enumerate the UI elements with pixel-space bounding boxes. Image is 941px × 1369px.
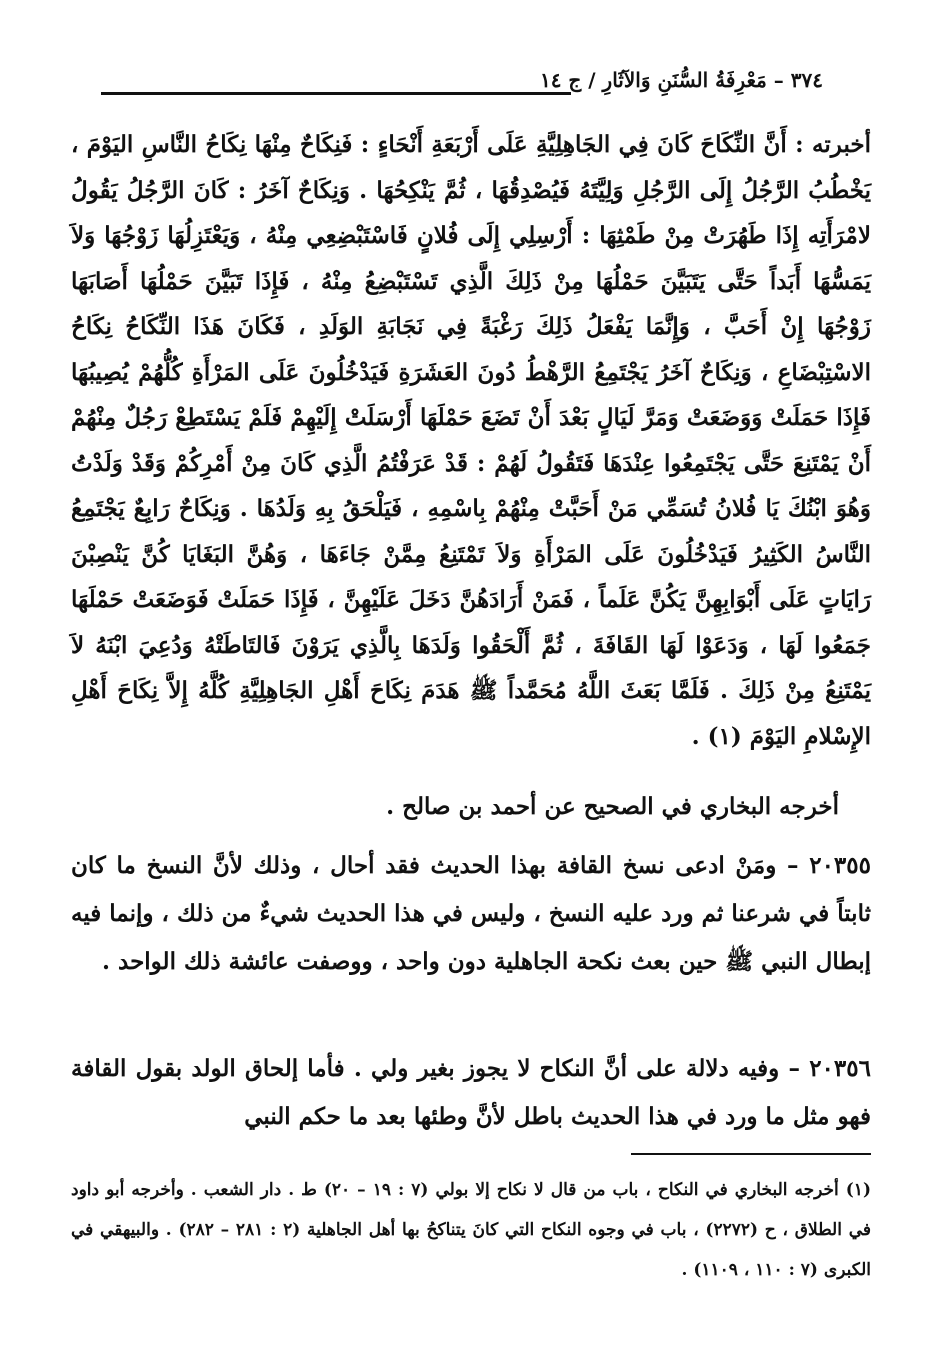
running-header: ٣٧٤ – مَعْرِفَةُ السُّنَنِ وَالآثَارِ / ج ١٤ xyxy=(539,68,823,92)
hadith-text: أخبرته : أَنَّ النِّكَاحَ كَانَ فِي الجَاهِلِيَّةِ عَلَى أَرْبَعَةِ أَنْحَاءٍ : فَنِكَاحٌ مِنْهَا نِكَاحُ النَّاسِ اليَوْمَ ، يَخْطُبُ الرَّجُلُ إِلَى الرَّجُلِ وَلِيَّتَهُ فَيُصْدِقُهَا ، ثُمَّ يَنْكِحُهَا . وَنِكَاحٌ آخَرُ : كَانَ الرَّجُلُ يَقُولُ لامْرَأَتِه إِذَا طَهُرَتْ مِنْ طَمْثِهَا : أَرْسِلِي إِلَى فُلانٍ فَاسْتَبْضِعِي مِنْهُ ، وَيَعْتَزِلُهَا زَوْجُهَا وَلاَ يَمَسُّهَا أَبَداً حَتَّى يَتَبَيَّنَ حَمْلُهَا مِنْ ذَلِكَ الَّذِي تَسْتَبْضِعُ مِنْهُ ، فَإِذَا تَبَيَّنَ حَمْلُهَا أَصَابَهَا زَوْجُهَا إِنْ أَحَبَّ ، وَإِنَّمَا يَفْعَلُ ذَلِكَ رَغْبَةً فِي نَجَابَةِ الوَلَدِ ، فَكَانَ هَذَا النِّكَاحُ نِكَاحُ الاسْتِبْضَاعِ ، وَنِكَاحٌ آخَرُ يَجْتَمِعُ الرَّهْطُ دُونَ العَشَرَةِ فَيَدْخُلُونَ عَلَى المَرْأَةِ كُلُّهُمْ يُصِيبُهَا فَإِذَا حَمَلَتْ وَوَضَعَتْ وَمَرَّ لَيَالٍ بَعْدَ أَنْ تَضَعَ حَمْلَهَا أَرْسَلَتْ إِلَيْهِمْ فَلَمْ يَسْتَطِعْ رَجُلٌ مِنْهُمْ أَنْ يَمْتَنِعَ حَتَّى يَجْتَمِعُوا عِنْدَهَا فَتَقُولُ لَهُمْ : قَدْ عَرَفْتُمُ الَّذِي كَانَ مِنْ أَمْرِكُمْ وَقَدْ وَلَدْتُ وَهُوَ ابْنُكَ يَا فُلانُ تُسَمِّي مَنْ أَحَبَّتْ مِنْهُمْ بِاسْمِهِ ، فَيَلْحَقُ بِهِ وَلَدُهَا . وَنِكَاحٌ رَابِعٌ يَجْتَمِعُ النَّاسُ الكَثِيرُ فَيَدْخُلُونَ عَلَى المَرْأَةِ وَلاَ تَمْتَنِعُ مِمَّنْ جَاءَهَا ، وَهُنَّ البَغَايَا كُنَّ يَنْصِبْنَ رَايَاتٍ عَلَى أَبْوَابِهِنَّ يَكُنَّ عَلَماً ، فَمَنْ أَرَادَهُنَّ دَخَلَ عَلَيْهِنَّ ، فَإِذَا حَمَلَتْ فَوَضَعَتْ حَمْلَهَا جَمَعُوا لَهَا ، وَدَعَوْا لَهَا القَافَةَ ، ثُمَّ أَلْحَقُوا وَلَدَهَا بِالَّذِي يَرَوْنَ فَالتَاطَتْهُ وَدُعِيَ ابْنَهُ لاَ يَمْتَنِعُ مِنْ ذَلِكَ . فَلَمَّا بَعَثَ اللَّهُ مُحَمَّداً ﷺ هَدَمَ نِكَاحَ أَهْلِ الجَاهِلِيَّةِ كُلَّهُ إِلاَّ نِكَاحَ أَهْلِ الإِسْلامِ اليَوْمَ (١) . xyxy=(71,131,871,750)
paragraph-2355 xyxy=(71,842,871,986)
paragraph-number: ٢٠٣٥٥ xyxy=(809,852,871,879)
footnote: (١) أخرجه البخاري في النكاح ، باب من قال لا نكاح إلا بولي (٧ : ١٩ – ٢٠) ط . دار الشعب . وأخرجه أبو داود في الطلاق ، ح (٢٢٧٢) ، باب في وجوه النكاح التي كانَ يتناكحُ بها أهل الجاهلية (٢ : ٢٨١ – ٢٨٢) . والبيهقي في الكبرى (٧ : ١١٠ ، ١١٠٩) . xyxy=(71,1180,872,1280)
header-rule xyxy=(101,92,571,95)
page-header xyxy=(101,66,823,100)
paragraph-number: ٢٠٣٥٦ xyxy=(809,1055,871,1082)
paragraph-text: – ومَنْ ادعى نسخ القافة بهذا الحديث فقد أحال ، وذلك لأنَّ النسخ ما كان ثابتاً في شرعنا ثم ورد عليه النسخ ، وليس في هذا الحديث شيءٌ من ذلك ، وإنما فيه إبطال النبي ﷺ حين بعث نكحة الجاهلية دون واحد ، ووصفت عائشة ذلك الواحد . xyxy=(71,852,871,975)
footnote-rule xyxy=(631,1153,871,1155)
takhrij-line: أخرجه البخاري في الصحيح عن أحمد بن صالح . xyxy=(386,793,839,820)
paragraph-text: – وفيه دلالة على أنَّ النكاح لا يجوز بغير ولي . فأما إلحاق الولد بقول القافة فهو مثل ما ورد في هذا الحديث باطل لأنَّ وطئها بعد ما حكم النبي xyxy=(71,1055,871,1130)
hadith-block xyxy=(71,122,871,759)
paragraph-2356 xyxy=(71,1045,871,1141)
